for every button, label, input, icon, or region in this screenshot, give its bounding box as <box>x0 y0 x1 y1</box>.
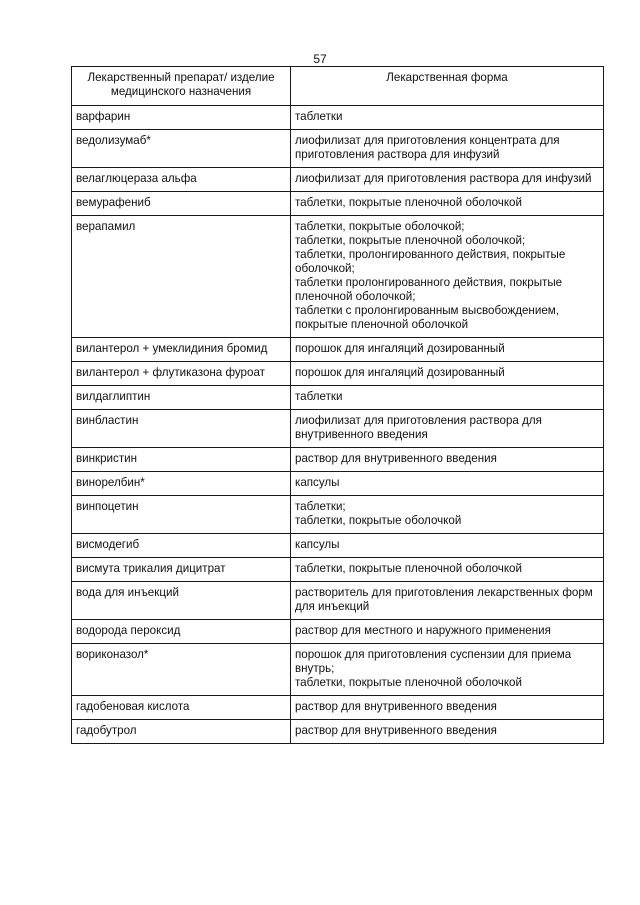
dosage-form-cell <box>291 130 604 168</box>
drug-name-cell: винкристин <box>72 448 291 472</box>
drug-name-cell: водорода пероксид <box>72 620 291 644</box>
dosage-form-cell <box>291 448 604 472</box>
dosage-form-line: раствор для местного и наружного применения <box>295 624 551 637</box>
dosage-form-line: лиофилизат для приготовления концентрата для приготовления раствора для инфузий <box>295 134 560 161</box>
dosage-form-line: таблетки, покрытые оболочкой; <box>295 220 465 233</box>
dosage-form-cell <box>291 338 604 362</box>
dosage-form-cell <box>291 620 604 644</box>
drug-name-cell: вориконазол* <box>72 644 291 696</box>
dosage-form-line: лиофилизат для приготовления раствора для внутривенного введения <box>295 414 542 441</box>
dosage-form-cell <box>291 472 604 496</box>
table-row <box>72 410 604 448</box>
dosage-form-line: таблетки <box>295 110 343 123</box>
dosage-form-cell <box>291 192 604 216</box>
dosage-form-cell <box>291 534 604 558</box>
dosage-form-line: порошок для приготовления суспензии для приема внутрь; <box>295 648 572 675</box>
dosage-form-cell <box>291 216 604 338</box>
table-row <box>72 386 604 410</box>
dosage-form-line: таблетки, покрытые пленочной оболочкой <box>295 562 522 575</box>
header-drug: Лекарственный препарат/ изделие медицинского назначения <box>72 67 291 106</box>
drug-name-cell: гадобеновая кислота <box>72 696 291 720</box>
drug-name-cell: верапамил <box>72 216 291 338</box>
drug-name-cell: вода для инъекций <box>72 582 291 620</box>
dosage-form-cell <box>291 386 604 410</box>
table-row <box>72 130 604 168</box>
dosage-form-cell <box>291 644 604 696</box>
table-row <box>72 696 604 720</box>
drug-name-cell: вилантерол + флутиказона фуроат <box>72 362 291 386</box>
table-row <box>72 338 604 362</box>
dosage-form-line: раствор для внутривенного введения <box>295 724 497 737</box>
table-row <box>72 106 604 130</box>
dosage-form-line: таблетки, покрытые пленочной оболочкой <box>295 676 522 689</box>
drug-name-cell: велаглюцераза альфа <box>72 168 291 192</box>
drug-name-cell: варфарин <box>72 106 291 130</box>
drug-name-cell: гадобутрол <box>72 720 291 744</box>
table-row <box>72 620 604 644</box>
drug-name-cell: вилантерол + умеклидиния бромид <box>72 338 291 362</box>
dosage-form-line: порошок для ингаляций дозированный <box>295 366 505 379</box>
drug-table <box>71 66 604 744</box>
dosage-form-line: капсулы <box>295 476 340 489</box>
header-form: Лекарственная форма <box>291 67 604 106</box>
dosage-form-line: капсулы <box>295 538 340 551</box>
table-row <box>72 192 604 216</box>
drug-name-cell: ведолизумаб* <box>72 130 291 168</box>
dosage-form-line: лиофилизат для приготовления раствора для инфузий <box>295 172 592 185</box>
table-row <box>72 534 604 558</box>
drug-name-cell: винбластин <box>72 410 291 448</box>
dosage-form-cell <box>291 582 604 620</box>
dosage-form-line: таблетки, пролонгированного действия, покрытые оболочкой; <box>295 248 566 275</box>
dosage-form-line: таблетки, покрытые пленочной оболочкой; <box>295 234 526 247</box>
drug-name-cell: висмодегиб <box>72 534 291 558</box>
dosage-form-line: порошок для ингаляций дозированный <box>295 342 505 355</box>
page-number: 57 <box>313 52 327 66</box>
dosage-form-line: таблетки, покрытые пленочной оболочкой <box>295 196 522 209</box>
dosage-form-cell <box>291 410 604 448</box>
drug-name-cell: висмута трикалия дицитрат <box>72 558 291 582</box>
dosage-form-line: растворитель для приготовления лекарственных форм для инъекций <box>295 586 593 613</box>
table-row <box>72 720 604 744</box>
dosage-form-line: таблетки, покрытые оболочкой <box>295 514 462 527</box>
table-row <box>72 644 604 696</box>
dosage-form-line: таблетки <box>295 390 343 403</box>
drug-name-cell: винорелбин* <box>72 472 291 496</box>
table-row <box>72 582 604 620</box>
dosage-form-cell <box>291 106 604 130</box>
dosage-form-cell <box>291 720 604 744</box>
table-row <box>72 362 604 386</box>
dosage-form-cell <box>291 168 604 192</box>
dosage-form-cell <box>291 696 604 720</box>
table-row <box>72 472 604 496</box>
dosage-form-line: таблетки; <box>295 500 346 513</box>
dosage-form-line: раствор для внутривенного введения <box>295 700 497 713</box>
table-header-row <box>72 67 604 106</box>
table-row <box>72 216 604 338</box>
dosage-form-line: таблетки с пролонгированным высвобождением, покрытые пленочной оболочкой <box>295 304 559 331</box>
drug-name-cell: винпоцетин <box>72 496 291 534</box>
dosage-form-line: раствор для внутривенного введения <box>295 452 497 465</box>
dosage-form-cell <box>291 496 604 534</box>
table-row <box>72 496 604 534</box>
dosage-form-cell <box>291 362 604 386</box>
drug-name-cell: вилдаглиптин <box>72 386 291 410</box>
table-row <box>72 168 604 192</box>
drug-name-cell: вемурафениб <box>72 192 291 216</box>
dosage-form-line: таблетки пролонгированного действия, покрытые пленочной оболочкой; <box>295 276 563 303</box>
table-body <box>72 106 604 744</box>
table-row <box>72 558 604 582</box>
table-row <box>72 448 604 472</box>
dosage-form-cell <box>291 558 604 582</box>
